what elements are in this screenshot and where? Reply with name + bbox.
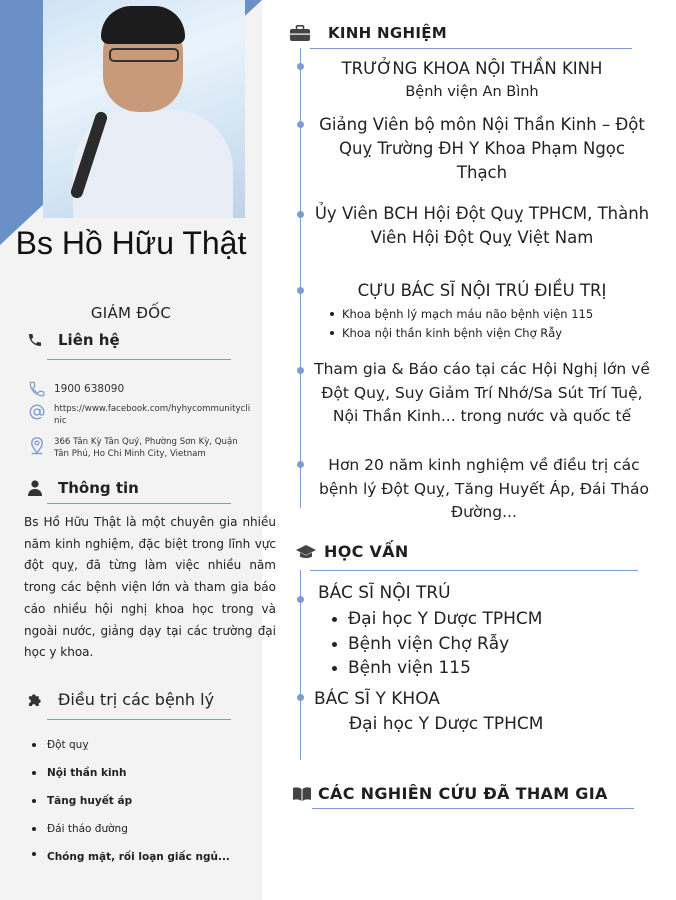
graduation-cap-icon (296, 543, 316, 561)
experience-item-1: TRƯỞNG KHOA NỘI THẦN KINH Bệnh viện An Bình (341, 59, 603, 100)
contact-phone[interactable]: 1900 638090 (28, 380, 124, 398)
briefcase-icon (290, 24, 310, 42)
timeline-dot (297, 211, 304, 218)
timeline-dot (297, 121, 304, 128)
experience-item-6: Hơn 20 năm kinh nghiệm về điều trị các bệnh lý Đột Quỵ, Tăng Huyết Áp, Đái Tháo Đường... (319, 456, 649, 521)
experience-item-5: Tham gia & Báo cáo tại các Hội Nghị lớn về Đột Quỵ, Suy Giảm Trí Nhớ/Sa Sút Trí Tuệ, Nội Thần Kinh... trong nước và quốc tế (314, 360, 650, 425)
timeline-dot (297, 694, 304, 701)
timeline-dot (297, 596, 304, 603)
divider (47, 503, 231, 504)
education-heading: HỌC VẤN (296, 542, 409, 561)
puzzle-icon (26, 691, 44, 709)
profile-name: Bs Hồ Hữu Thật (15, 225, 247, 261)
timeline-dot (297, 63, 304, 70)
user-icon (26, 479, 44, 497)
contact-facebook[interactable]: https://www.facebook.com/hyhycommunityclinic (28, 403, 260, 427)
experience-item-2: Giảng Viên bộ môn Nội Thần Kinh – Đột Quỵ Trường ĐH Y Khoa Phạm Ngọc Thạch (319, 115, 645, 182)
list-item: Đái tháo đường (30, 818, 230, 846)
divider (310, 570, 638, 571)
research-heading: CÁC NGHIÊN CỨU ĐÃ THAM GIA (292, 784, 608, 803)
list-item: Tăng huyết áp (30, 790, 230, 818)
timeline-dot (297, 461, 304, 468)
education-item-1-bullets: Đại học Y Dược TPHCM Bệnh viện Chợ Rẫy Bệnh viện 115 (332, 607, 542, 681)
treatment-heading: Điều trị các bệnh lý (26, 690, 214, 709)
phone-icon (26, 331, 44, 349)
divider (47, 359, 231, 360)
experience-item-4-bullets: Khoa bệnh lý mạch máu não bệnh viện 115 Khoa nội thần kinh bệnh viện Chợ Rẫy (330, 305, 650, 343)
divider (47, 719, 231, 720)
timeline-dot (297, 367, 304, 374)
about-text: Bs Hồ Hữu Thật là một chuyên gia nhiều năm kinh nghiệm, đặc biệt trong lĩnh vực đột quỵ, đã từng làm việc nhiều năm trong các bệnh viện lớn và tham gia báo cáo nhiều hội nghị khoa học trong và ngoài nước, giảng dạy tại các trường đại học y khoa. (24, 515, 276, 660)
contact-heading: Liên hệ (26, 331, 120, 349)
list-item: Đột quỵ (30, 734, 230, 762)
list-item: Nội thần kinh (30, 762, 230, 790)
experience-item-4: CỰU BÁC SĨ NỘI TRÚ ĐIỀU TRỊ (357, 281, 607, 300)
education-item-2-title: BÁC SĨ Y KHOA (314, 689, 440, 709)
divider (312, 808, 634, 809)
profile-title: GIÁM ĐỐC (90, 304, 172, 322)
divider (310, 48, 632, 49)
contact-address: 366 Tân Kỳ Tân Quý, Phường Sơn Kỳ, Quận Tân Phú, Ho Chi Minh City, Vietnam (28, 436, 258, 460)
location-pin-icon (28, 436, 46, 454)
education-item-1-title: BÁC SĨ NỘI TRÚ (318, 583, 451, 603)
at-sign-icon (28, 403, 46, 421)
sidebar (0, 0, 276, 900)
list-item: Chóng mặt, rối loạn giấc ngủ... (30, 843, 230, 899)
experience-item-3: Ủy Viên BCH Hội Đột Quỵ TPHCM, Thành Viên Hội Đột Quỵ Việt Nam (314, 204, 650, 247)
timeline-dot (297, 287, 304, 294)
profile-photo (43, 0, 245, 218)
experience-heading: KINH NGHIỆM (290, 24, 447, 42)
about-heading: Thông tin (26, 479, 139, 497)
education-item-2-sub: Đại học Y Dược TPHCM (349, 714, 544, 734)
open-book-icon (292, 785, 312, 803)
timeline-line (300, 48, 301, 508)
treatment-list (30, 734, 230, 900)
phone-outline-icon (28, 380, 46, 398)
